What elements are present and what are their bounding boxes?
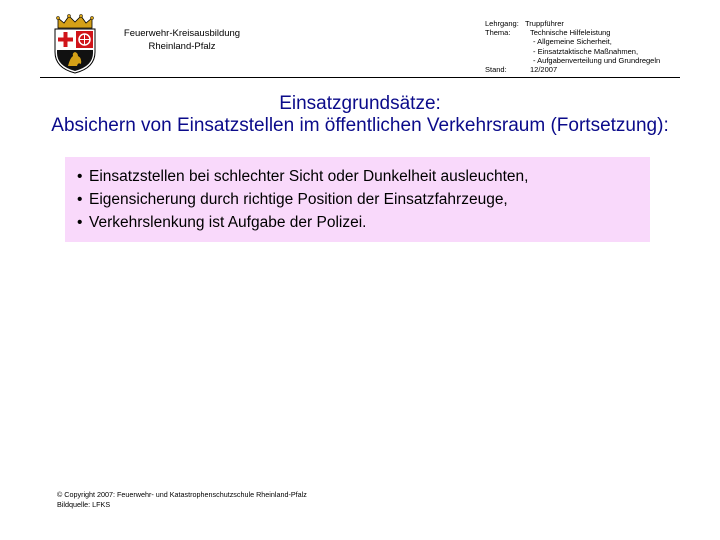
thema-label: Thema: bbox=[485, 28, 511, 38]
bullet-list bbox=[65, 157, 650, 234]
slide-title bbox=[0, 93, 720, 137]
org-line-2: Rheinland-Pfalz bbox=[148, 41, 216, 52]
list-item bbox=[77, 188, 650, 211]
stand-value: 12/2007 bbox=[530, 64, 558, 74]
title-line-2: Absichern von Einsatzstellen im öffentlichen Verkehrsraum (Fortsetzung): bbox=[51, 115, 669, 136]
image-source-text: Bildquelle: LFKS bbox=[57, 500, 111, 509]
list-item-text: Einsatzstellen bei schlechter Sicht oder Dunkelheit ausleuchten, bbox=[89, 168, 529, 185]
content-box bbox=[65, 157, 650, 242]
bullet-icon: • bbox=[77, 191, 83, 208]
coat-of-arms-icon bbox=[50, 14, 100, 74]
org-line-1: Feuerwehr-Kreisausbildung bbox=[123, 28, 241, 39]
organization-name bbox=[108, 27, 256, 53]
bullet-icon: • bbox=[77, 168, 83, 185]
footer bbox=[57, 490, 307, 510]
list-item bbox=[77, 165, 650, 188]
lehrgang-label: Lehrgang: bbox=[485, 19, 519, 28]
list-item-text: Verkehrslenkung ist Aufgabe der Polizei. bbox=[89, 214, 367, 231]
thema-value: Technische Hilfeleistung bbox=[530, 28, 611, 38]
lehrgang-value: Truppführer bbox=[525, 19, 564, 28]
list-item bbox=[77, 211, 650, 234]
list-item-text: Eigensicherung durch richtige Position der Einsatzfahrzeuge, bbox=[89, 191, 508, 208]
title-line-1: Einsatzgrundsätze: bbox=[279, 93, 441, 114]
header-divider bbox=[40, 77, 680, 78]
bullet-icon: • bbox=[77, 214, 83, 231]
copyright-text: © Copyright 2007: Feuerwehr- und Katastrophenschutzschule Rheinland-Pfalz bbox=[57, 490, 307, 499]
stand-label: Stand: bbox=[485, 64, 507, 74]
